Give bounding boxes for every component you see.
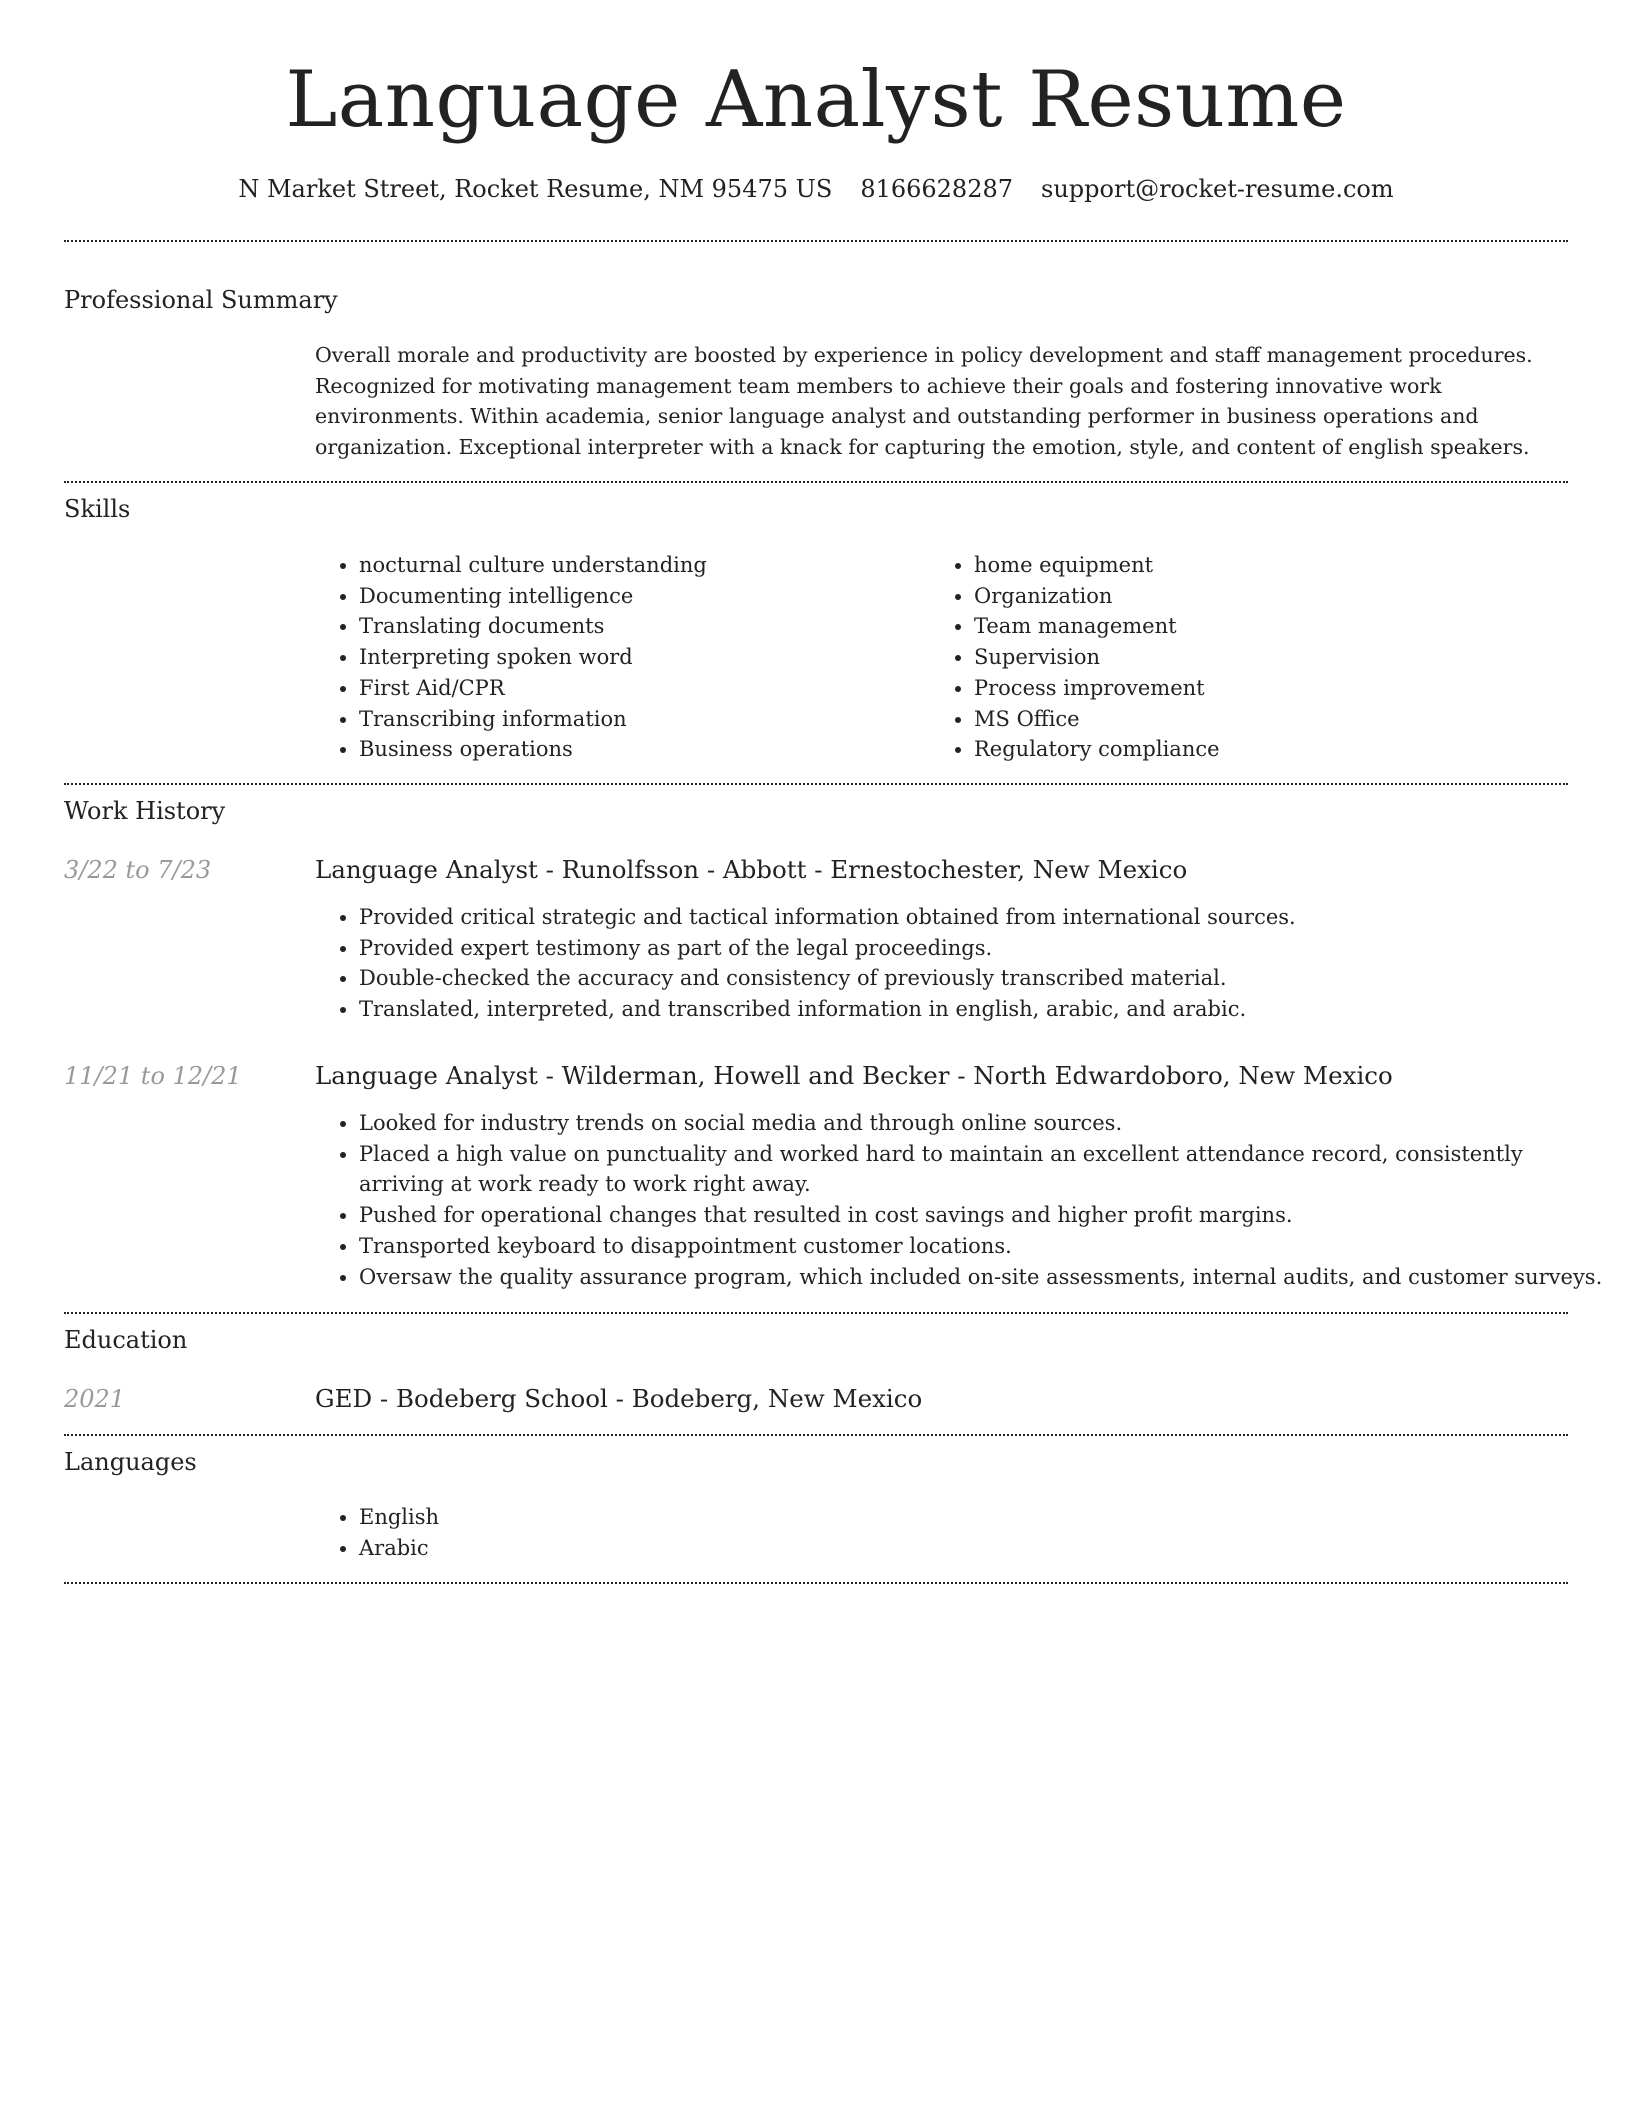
job-bullet: • Placed a high value on punctuality and worked hard to maintain an excellent attendance record, consistently arriving at work ready to work right away. (359, 1139, 1612, 1200)
contact-email: support@rocket-resume.com (1041, 175, 1394, 203)
section-divider (64, 240, 1568, 242)
contact-phone: 8166628287 (860, 175, 1014, 203)
education-title: GED - Bodeberg School - Bodeberg, New Mexico (315, 1384, 923, 1413)
skill-item: • Business operations (359, 734, 919, 765)
section-divider (64, 1582, 1568, 1584)
section-divider (64, 1434, 1568, 1436)
job-bullet: • Translated, interpreted, and transcribed information in english, arabic, and arabic. (359, 994, 1612, 1025)
job-bullet: • Looked for industry trends on social media and through online sources. (359, 1108, 1612, 1139)
languages-heading: Languages (64, 1448, 197, 1476)
job-bullet: • Double-checked the accuracy and consistency of previously transcribed material. (359, 963, 1612, 994)
skill-item: • home equipment (974, 550, 1534, 581)
job-bullet: • Provided expert testimony as part of the legal proceedings. (359, 933, 1612, 964)
job-bullet: • Provided critical strategic and tactical information obtained from international sources. (359, 902, 1612, 933)
skills-list-right (930, 550, 1534, 765)
job-bullets (315, 902, 1612, 1025)
education-heading: Education (64, 1326, 188, 1354)
contact-line (0, 170, 1632, 208)
skill-item: • Documenting intelligence (359, 581, 919, 612)
summary-text: Overall morale and productivity are boosted by experience in policy development and staff management procedures. Recognized for motivating management team members to achieve their goals and fostering innovative work environments. Within academia, senior language analyst and outstanding performer in business operations and organization. Exceptional interpreter with a knack for capturing the emotion, style, and content of english speakers. (315, 343, 1533, 460)
skill-item: • Supervision (974, 642, 1534, 673)
skills-heading: Skills (64, 495, 131, 523)
job-bullet: • Pushed for operational changes that resulted in cost savings and higher profit margins. (359, 1200, 1612, 1231)
skills-list-left (315, 550, 919, 765)
summary-heading: Professional Summary (64, 286, 338, 314)
work-heading: Work History (64, 797, 226, 825)
job-bullets (315, 1108, 1612, 1292)
education-year: 2021 (64, 1385, 126, 1413)
section-divider (64, 1312, 1568, 1314)
language-item: • Arabic (359, 1533, 959, 1564)
job-bullet: • Oversaw the quality assurance program, which included on-site assessments, internal audits, and customer surveys. (359, 1262, 1612, 1293)
section-divider (64, 481, 1568, 483)
skill-item: • Team management (974, 611, 1534, 642)
skill-item: • nocturnal culture understanding (359, 550, 919, 581)
skill-item: • MS Office (974, 704, 1534, 735)
languages-list (315, 1502, 959, 1563)
job-dates: 11/21 to 12/21 (64, 1062, 242, 1090)
job-title: Language Analyst - Wilderman, Howell and Becker - North Edwardoboro, New Mexico (315, 1061, 1393, 1090)
skill-item: • Interpreting spoken word (359, 642, 919, 673)
job-dates: 3/22 to 7/23 (64, 856, 212, 884)
skill-item: • Regulatory compliance (974, 734, 1534, 765)
skill-item: • Translating documents (359, 611, 919, 642)
resume-title: Language Analyst Resume (285, 55, 1347, 145)
skill-item: • Process improvement (974, 673, 1534, 704)
skill-item: • Transcribing information (359, 704, 919, 735)
job-bullet: • Transported keyboard to disappointment customer locations. (359, 1231, 1612, 1262)
skill-item: • Organization (974, 581, 1534, 612)
job-title: Language Analyst - Runolfsson - Abbott - Ernestochester, New Mexico (315, 855, 1188, 884)
language-item: • English (359, 1502, 959, 1533)
skill-item: • First Aid/CPR (359, 673, 919, 704)
section-divider (64, 783, 1568, 785)
contact-address: N Market Street, Rocket Resume, NM 95475 US (238, 175, 833, 203)
